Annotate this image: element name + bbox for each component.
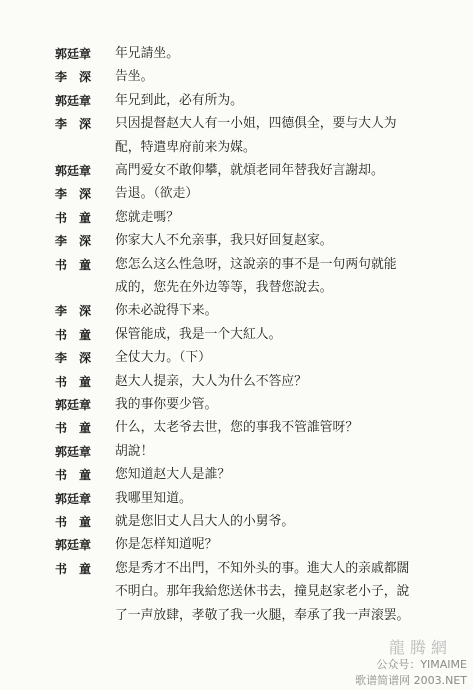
speaker-name: 郭廷章 [55,47,92,61]
speaker-name: 李 深 [55,117,92,132]
speaker-name: 书 童 [55,327,92,342]
speaker-name: 书 童 [55,421,92,436]
watermark-line-1: 公众号：YIMAIME [376,658,467,671]
dialogue-line [0,42,473,66]
watermark-logo: 龍 腾 網 [388,638,447,657]
dialogue-line [0,136,473,160]
dialogue-line [0,323,473,347]
speech-text: 全仗大力。（下） [115,350,211,366]
speech-text: 了一声放肆，孝敬了我一火腿，奉承了我一声滚罢。 [115,607,410,623]
speech-text: 您怎么这么性急呀，这說亲的事不是一句两句就能 [115,256,397,272]
dialogue-line [0,510,473,534]
dialogue-line [0,346,473,370]
speech-text: 配，特遣卑府前来为媒。 [115,139,256,155]
speaker-name: 书 童 [55,561,92,576]
dialogue-line [0,253,473,277]
dialogue-line [0,370,473,394]
speaker-name: 李 深 [55,351,92,366]
dialogue-line [0,533,473,557]
dialogue-line [0,487,473,511]
speech-text: 我哪里知道。 [115,490,192,506]
dialogue-line [0,159,473,183]
speaker-name: 书 童 [55,210,92,225]
speech-text: 赵大人提亲，大人为什么不答应？ [115,373,307,389]
speaker-name: 李 深 [55,234,92,249]
dialogue-line [0,276,473,300]
speech-text: 告坐。 [115,69,154,85]
speech-text: 我的事你要少管。 [115,397,218,412]
speaker-name: 李 深 [55,304,92,319]
speaker-name: 李 深 [55,70,92,85]
speech-text: 年兄到此，必有所为。 [115,92,243,108]
speech-text: 只因提督赵大人有一小姐，四德俱全，要与大人为 [115,116,397,132]
dialogue-line [0,416,473,440]
dialogue-line [0,229,473,253]
speech-text: 成的，您先在外边等等，我替您說去。 [115,280,333,295]
speaker-name: 书 童 [55,374,92,389]
speech-text: 不明白。那年我給您送休书去，撞見赵家老小子，說 [115,584,410,600]
speech-text: 您知道赵大人是誰？ [115,467,231,483]
dialogue-line [0,206,473,230]
speaker-name: 郭廷章 [55,93,92,108]
dialogue-line [0,580,473,604]
speaker-name: 书 童 [55,257,92,272]
speaker-name: 郭廷章 [55,398,92,412]
speech-text: 胡說！ [115,443,154,459]
speech-text: 高門爱女不敢仰攀，就煩老同年替我好言謝却。 [115,163,384,178]
speech-text: 就是您旧丈人吕大人的小舅爷。 [115,514,295,529]
dialogue-line [0,299,473,323]
dialogue-line [0,440,473,464]
speech-text: 年兄請坐。 [115,46,179,61]
dialogue-line [0,463,473,487]
speech-text: 你是怎样知道呢？ [115,537,218,553]
dialogue-line [0,557,473,581]
dialogue-line [0,89,473,113]
speech-text: 你家大人不允亲事，我只好回复赵家。 [115,233,333,249]
speaker-name: 书 童 [55,515,92,529]
speaker-name: 郭廷章 [55,164,92,178]
dialogue-line [0,393,473,417]
speech-text: 你未必說得下来。 [115,303,218,319]
dialogue-line [0,182,473,206]
speech-text: 什么，太老爷去世，您的事我不管誰管呀？ [115,420,359,436]
speaker-name: 郭廷章 [55,491,92,506]
speaker-name: 郭廷章 [55,538,92,553]
speech-text: 您就走嗎？ [115,209,179,225]
speech-text: 告退。（欲走） [115,186,199,202]
speech-text: 保管能成，我是一个大紅人。 [115,326,282,342]
dialogue-line [0,112,473,136]
watermark-line-2: 歌谱简谱网 2003.NET [355,674,467,687]
speaker-name: 郭廷章 [55,444,92,459]
speech-text: 您是秀才不出門，不知外头的事。進大人的亲戚都闊 [115,560,410,576]
dialogue-line [0,65,473,89]
speaker-name: 李 深 [55,187,92,202]
dialogue-line [0,604,473,628]
speaker-name: 书 童 [55,468,92,483]
